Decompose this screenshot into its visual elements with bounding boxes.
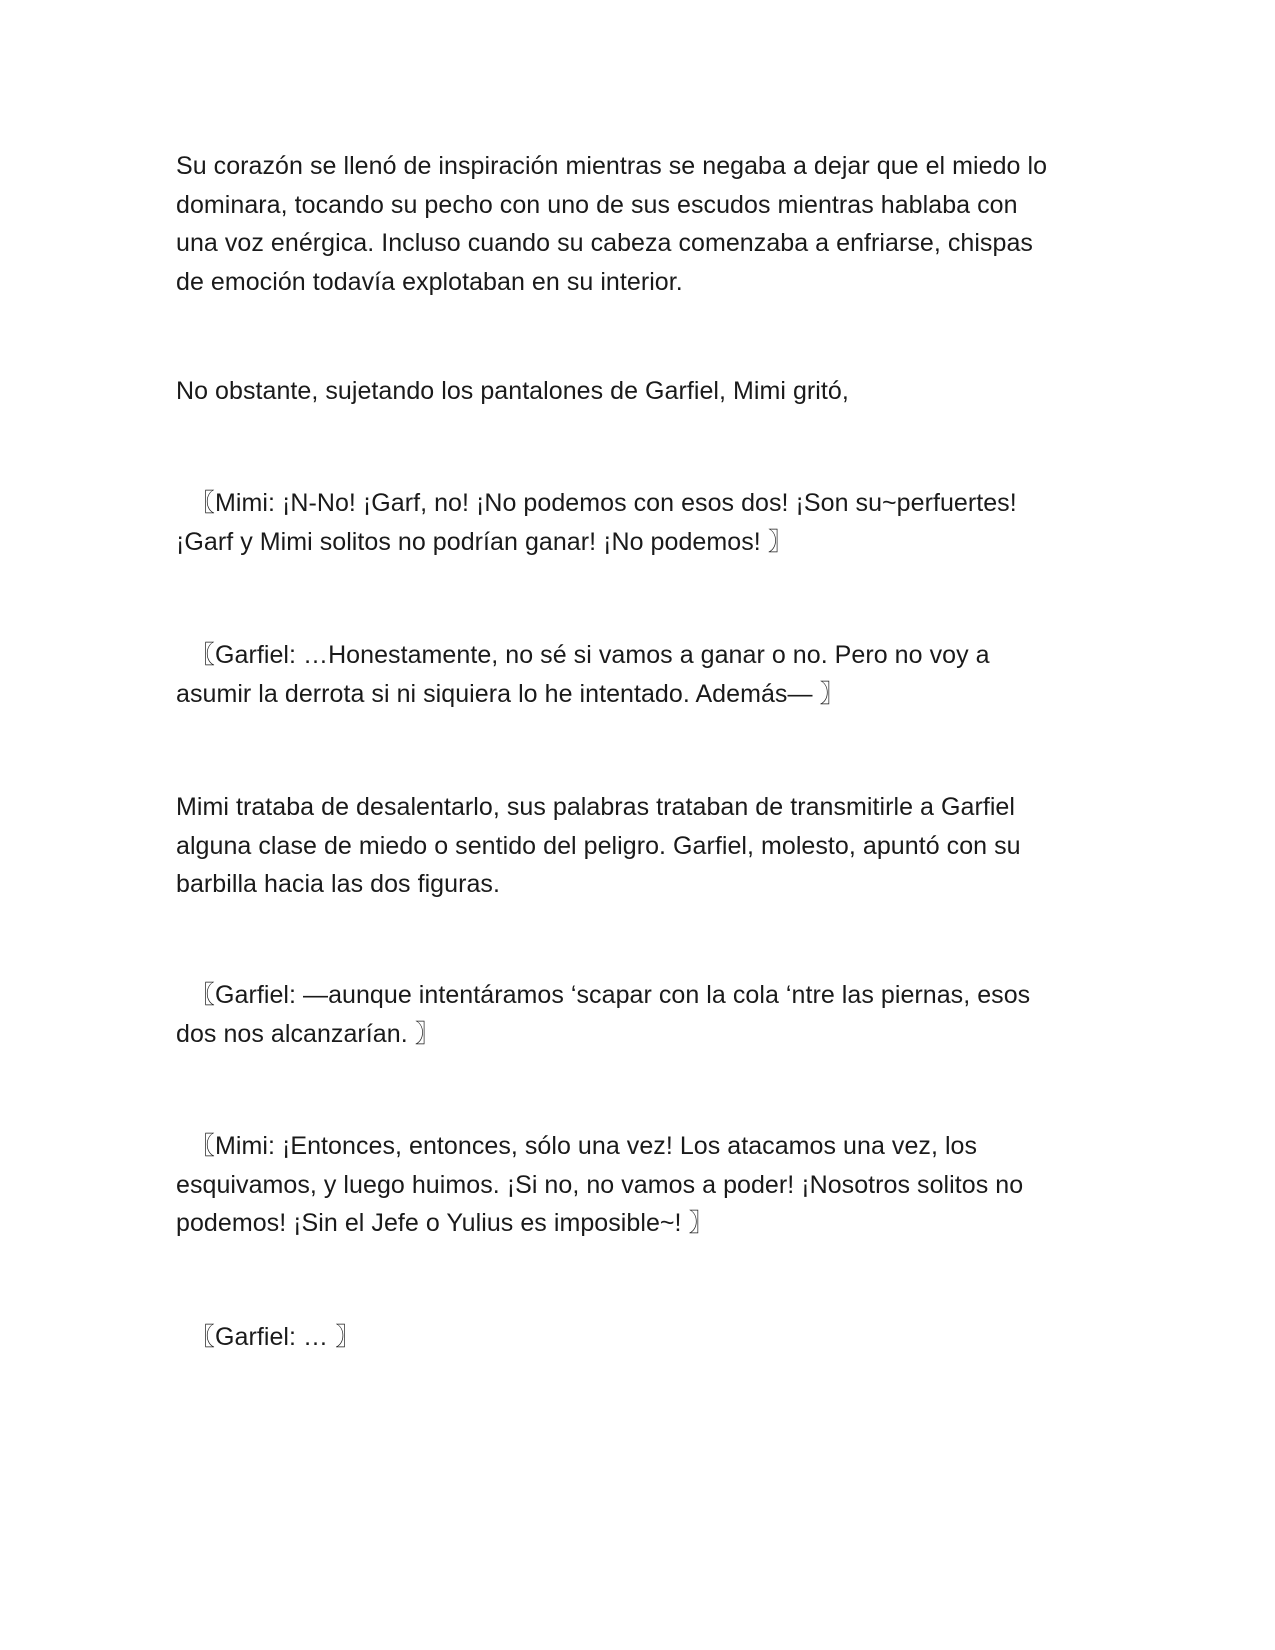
text-line: 〖Mimi: ¡N-No! ¡Garf, no! ¡No podemos con esos dos! ¡Son su~perfuertes! <box>190 489 1017 517</box>
text-line: No obstante, sujetando los pantalones de Garfiel, Mimi gritó, <box>176 377 849 405</box>
narration-paragraph <box>176 372 1106 411</box>
text-line: ¡Garf y Mimi solitos no podrían ganar! ¡No podemos! 〗 <box>176 527 793 556</box>
text-line: dos nos alcanzarían. 〗 <box>176 1019 440 1048</box>
text-line: de emoción todavía explotaban en su interior. <box>176 267 683 296</box>
text-line: 〖Garfiel: —aunque intentáramos ‘scapar con la cola ‘ntre las piernas, esos <box>190 981 1031 1009</box>
text-line: alguna clase de miedo o sentido del peligro. Garfiel, molesto, apuntó con su <box>176 831 1021 860</box>
text-line: esquivamos, y luego huimos. ¡Si no, no vamos a poder! ¡Nosotros solitos no <box>176 1170 1024 1199</box>
text-line: Su corazón se llenó de inspiración mientras se negaba a dejar que el miedo lo <box>176 152 1048 180</box>
narration-paragraph <box>176 147 1106 301</box>
text-line: barbilla hacia las dos figuras. <box>176 870 500 898</box>
dialogue-paragraph <box>176 976 1106 1053</box>
text-line: 〖Garfiel: … 〗 <box>190 1323 361 1351</box>
text-line: una voz enérgica. Incluso cuando su cabeza comenzaba a enfriarse, chispas <box>176 229 1033 257</box>
text-line: 〖Garfiel: …Honestamente, no sé si vamos a ganar o no. Pero no voy a <box>190 641 990 669</box>
dialogue-paragraph <box>176 484 1106 561</box>
text-line: dominara, tocando su pecho con uno de sus escudos mientras hablaba con <box>176 190 1018 219</box>
text-line: 〖Mimi: ¡Entonces, entonces, sólo una vez! Los atacamos una vez, los <box>190 1132 978 1160</box>
dialogue-paragraph <box>176 636 1106 713</box>
dialogue-paragraph <box>176 1127 1106 1243</box>
narration-paragraph <box>176 788 1106 904</box>
dialogue-paragraph <box>176 1318 1106 1357</box>
text-line: asumir la derrota si ni siquiera lo he intentado. Además— 〗 <box>176 679 845 708</box>
text-line: Mimi trataba de desalentarlo, sus palabras trataban de transmitirle a Garfiel <box>176 793 1015 821</box>
text-line: podemos! ¡Sin el Jefe o Yulius es imposible~! 〗 <box>176 1209 714 1237</box>
